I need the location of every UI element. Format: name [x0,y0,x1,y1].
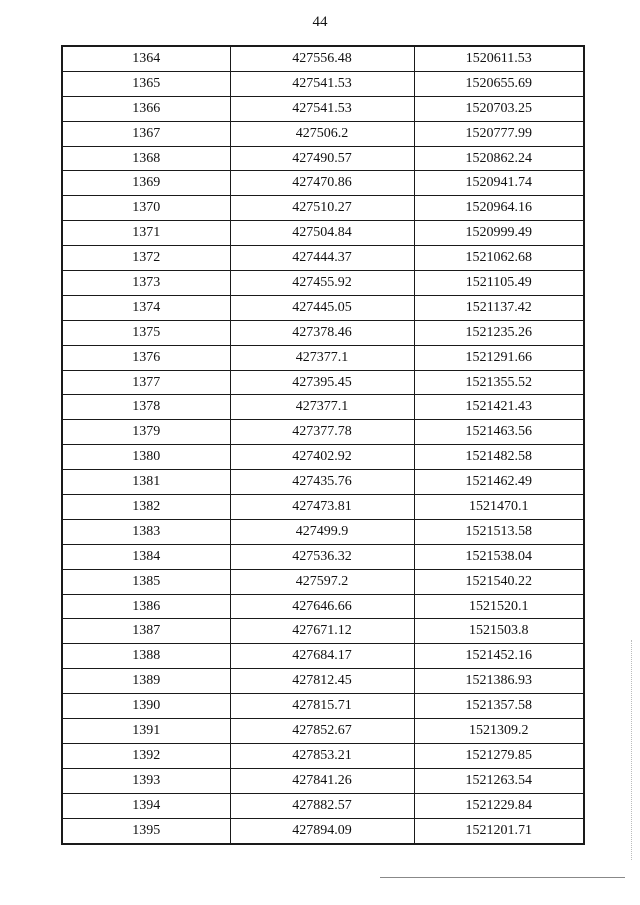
table-row [62,221,584,246]
y-coordinate-cell: 1521520.1 [414,594,584,619]
x-coordinate-cell: 427510.27 [230,196,414,221]
point-number-cell: 1365 [62,71,230,96]
point-number-cell: 1364 [62,46,230,71]
y-coordinate-cell: 1521482.58 [414,445,584,470]
point-number-cell: 1370 [62,196,230,221]
table-row [62,619,584,644]
table-row [62,495,584,520]
point-number-cell: 1388 [62,644,230,669]
x-coordinate-cell: 427470.86 [230,171,414,196]
point-number-cell: 1393 [62,768,230,793]
point-number-cell: 1375 [62,320,230,345]
x-coordinate-cell: 427378.46 [230,320,414,345]
table-row [62,295,584,320]
x-coordinate-cell: 427852.67 [230,719,414,744]
x-coordinate-cell: 427377.78 [230,420,414,445]
x-coordinate-cell: 427536.32 [230,544,414,569]
point-number-cell: 1377 [62,370,230,395]
y-coordinate-cell: 1521463.56 [414,420,584,445]
y-coordinate-cell: 1521470.1 [414,495,584,520]
point-number-cell: 1376 [62,345,230,370]
y-coordinate-cell: 1521235.26 [414,320,584,345]
y-coordinate-cell: 1521452.16 [414,644,584,669]
table-row [62,594,584,619]
point-number-cell: 1390 [62,694,230,719]
x-coordinate-cell: 427377.1 [230,395,414,420]
y-coordinate-cell: 1521229.84 [414,793,584,818]
x-coordinate-cell: 427445.05 [230,295,414,320]
point-number-cell: 1387 [62,619,230,644]
point-number-cell: 1386 [62,594,230,619]
table-row [62,121,584,146]
y-coordinate-cell: 1521309.2 [414,719,584,744]
table-row [62,320,584,345]
y-coordinate-cell: 1520611.53 [414,46,584,71]
table-row [62,71,584,96]
table-row [62,818,584,843]
page-number: 44 [312,14,328,30]
point-number-cell: 1394 [62,793,230,818]
x-coordinate-cell: 427671.12 [230,619,414,644]
table-row [62,146,584,171]
x-coordinate-cell: 427556.48 [230,46,414,71]
x-coordinate-cell: 427473.81 [230,495,414,520]
point-number-cell: 1372 [62,246,230,271]
table-row [62,196,584,221]
coordinates-table-body [62,46,584,844]
table-row [62,345,584,370]
table-row [62,445,584,470]
x-coordinate-cell: 427402.92 [230,445,414,470]
y-coordinate-cell: 1521355.52 [414,370,584,395]
point-number-cell: 1381 [62,470,230,495]
x-coordinate-cell: 427506.2 [230,121,414,146]
y-coordinate-cell: 1520941.74 [414,171,584,196]
x-coordinate-cell: 427435.76 [230,470,414,495]
point-number-cell: 1380 [62,445,230,470]
point-number-cell: 1369 [62,171,230,196]
table-row [62,46,584,71]
table-row [62,171,584,196]
table-row [62,768,584,793]
point-number-cell: 1373 [62,271,230,296]
y-coordinate-cell: 1520703.25 [414,96,584,121]
x-coordinate-cell: 427853.21 [230,743,414,768]
y-coordinate-cell: 1521137.42 [414,295,584,320]
y-coordinate-cell: 1520964.16 [414,196,584,221]
scan-edge-marks [631,640,634,860]
x-coordinate-cell: 427490.57 [230,146,414,171]
y-coordinate-cell: 1521421.43 [414,395,584,420]
x-coordinate-cell: 427541.53 [230,96,414,121]
point-number-cell: 1392 [62,743,230,768]
x-coordinate-cell: 427894.09 [230,818,414,843]
table-row [62,644,584,669]
y-coordinate-cell: 1521062.68 [414,246,584,271]
footer-rule [380,877,625,878]
y-coordinate-cell: 1521462.49 [414,470,584,495]
x-coordinate-cell: 427812.45 [230,669,414,694]
point-number-cell: 1367 [62,121,230,146]
x-coordinate-cell: 427882.57 [230,793,414,818]
y-coordinate-cell: 1521386.93 [414,669,584,694]
x-coordinate-cell: 427841.26 [230,768,414,793]
table-row [62,370,584,395]
y-coordinate-cell: 1521513.58 [414,519,584,544]
point-number-cell: 1391 [62,719,230,744]
y-coordinate-cell: 1520655.69 [414,71,584,96]
y-coordinate-cell: 1520862.24 [414,146,584,171]
table-row [62,569,584,594]
y-coordinate-cell: 1521357.58 [414,694,584,719]
y-coordinate-cell: 1521105.49 [414,271,584,296]
x-coordinate-cell: 427684.17 [230,644,414,669]
y-coordinate-cell: 1521201.71 [414,818,584,843]
point-number-cell: 1384 [62,544,230,569]
x-coordinate-cell: 427815.71 [230,694,414,719]
table-row [62,470,584,495]
x-coordinate-cell: 427597.2 [230,569,414,594]
point-number-cell: 1378 [62,395,230,420]
point-number-cell: 1374 [62,295,230,320]
y-coordinate-cell: 1521503.8 [414,619,584,644]
table-row [62,669,584,694]
table-row [62,96,584,121]
point-number-cell: 1371 [62,221,230,246]
table-row [62,519,584,544]
y-coordinate-cell: 1520999.49 [414,221,584,246]
y-coordinate-cell: 1521538.04 [414,544,584,569]
table-row [62,420,584,445]
table-row [62,694,584,719]
table-row [62,246,584,271]
table-row [62,395,584,420]
point-number-cell: 1366 [62,96,230,121]
x-coordinate-cell: 427377.1 [230,345,414,370]
point-number-cell: 1379 [62,420,230,445]
table-row [62,544,584,569]
x-coordinate-cell: 427455.92 [230,271,414,296]
y-coordinate-cell: 1521263.54 [414,768,584,793]
x-coordinate-cell: 427499.9 [230,519,414,544]
point-number-cell: 1382 [62,495,230,520]
point-number-cell: 1368 [62,146,230,171]
y-coordinate-cell: 1521279.85 [414,743,584,768]
table-row [62,793,584,818]
table-row [62,271,584,296]
table-row [62,719,584,744]
table-row [62,743,584,768]
y-coordinate-cell: 1520777.99 [414,121,584,146]
x-coordinate-cell: 427395.45 [230,370,414,395]
y-coordinate-cell: 1521291.66 [414,345,584,370]
coordinates-table [61,45,585,845]
point-number-cell: 1383 [62,519,230,544]
point-number-cell: 1389 [62,669,230,694]
x-coordinate-cell: 427504.84 [230,221,414,246]
point-number-cell: 1385 [62,569,230,594]
x-coordinate-cell: 427541.53 [230,71,414,96]
x-coordinate-cell: 427444.37 [230,246,414,271]
point-number-cell: 1395 [62,818,230,843]
x-coordinate-cell: 427646.66 [230,594,414,619]
y-coordinate-cell: 1521540.22 [414,569,584,594]
